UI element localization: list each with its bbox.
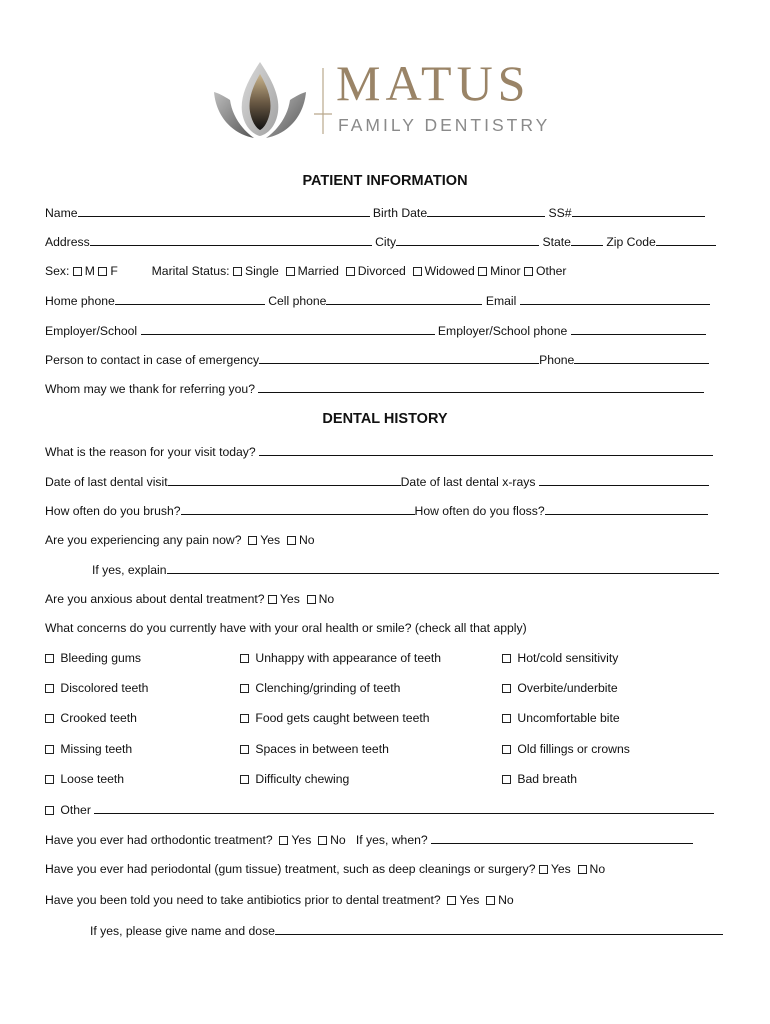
concern-old-fillings[interactable]: Old fillings or crowns bbox=[502, 743, 630, 755]
dental-history-heading: DENTAL HISTORY bbox=[322, 411, 448, 427]
state-field[interactable] bbox=[571, 235, 603, 246]
city-field[interactable] bbox=[396, 235, 539, 246]
concern-checkbox[interactable] bbox=[502, 714, 511, 723]
anxious-yes-checkbox[interactable] bbox=[268, 595, 277, 604]
brand-subtitle: FAMILY DENTISTRY bbox=[338, 115, 551, 135]
last-visit-row: Date of last dental visit Date of last dental x-rays bbox=[45, 475, 709, 488]
antibiotics-no-checkbox[interactable] bbox=[486, 896, 495, 905]
emergency-contact-field[interactable] bbox=[259, 353, 539, 364]
pain-yes-checkbox[interactable] bbox=[248, 536, 257, 545]
ss-field[interactable] bbox=[572, 206, 705, 217]
home-phone-field[interactable] bbox=[115, 294, 265, 305]
other-row: Other bbox=[45, 803, 714, 816]
concern-unhappy-appearance[interactable]: Unhappy with appearance of teeth bbox=[240, 652, 441, 664]
concern-checkbox[interactable] bbox=[45, 714, 54, 723]
concern-overbite[interactable]: Overbite/underbite bbox=[502, 682, 618, 694]
ortho-no-checkbox[interactable] bbox=[318, 836, 327, 845]
name-field[interactable] bbox=[78, 206, 370, 217]
perio-row: Have you ever had periodontal (gum tissue) treatment, such as deep cleanings or surgery? Yes No bbox=[45, 862, 606, 876]
reason-row: What is the reason for your visit today? bbox=[45, 445, 713, 458]
concern-difficulty-chewing[interactable]: Difficulty chewing bbox=[240, 773, 349, 785]
concern-checkbox[interactable] bbox=[502, 745, 511, 754]
birth-date-field[interactable] bbox=[427, 206, 545, 217]
marital-single-checkbox[interactable] bbox=[233, 267, 242, 276]
patient-info-heading: PATIENT INFORMATION bbox=[302, 173, 468, 189]
sex-f-checkbox[interactable] bbox=[98, 267, 107, 276]
concern-checkbox[interactable] bbox=[502, 654, 511, 663]
floss-field[interactable] bbox=[545, 504, 708, 515]
explain-row: If yes, explain bbox=[92, 563, 719, 576]
email-field[interactable] bbox=[520, 294, 710, 305]
marital-divorced-checkbox[interactable] bbox=[346, 267, 355, 276]
concern-bad-breath[interactable]: Bad breath bbox=[502, 773, 577, 785]
concern-checkbox[interactable] bbox=[240, 745, 249, 754]
sex-m-checkbox[interactable] bbox=[73, 267, 82, 276]
concern-food-caught[interactable]: Food gets caught between teeth bbox=[240, 712, 430, 724]
perio-no-checkbox[interactable] bbox=[578, 865, 587, 874]
concern-checkbox[interactable] bbox=[240, 684, 249, 693]
marital-minor-checkbox[interactable] bbox=[478, 267, 487, 276]
concern-checkbox[interactable] bbox=[240, 775, 249, 784]
reason-field[interactable] bbox=[259, 445, 713, 456]
concern-checkbox[interactable] bbox=[240, 654, 249, 663]
marital-other-checkbox[interactable] bbox=[524, 267, 533, 276]
ortho-row: Have you ever had orthodontic treatment? Yes No If yes, when? bbox=[45, 833, 693, 846]
cell-phone-field[interactable] bbox=[326, 294, 482, 305]
concern-clenching[interactable]: Clenching/grinding of teeth bbox=[240, 682, 400, 694]
marital-widowed-checkbox[interactable] bbox=[413, 267, 422, 276]
antibiotics-name-field[interactable] bbox=[275, 924, 723, 935]
ortho-yes-checkbox[interactable] bbox=[279, 836, 288, 845]
concern-spaces[interactable]: Spaces in between teeth bbox=[240, 743, 389, 755]
brush-floss-row: How often do you brush? How often do you floss? bbox=[45, 504, 708, 517]
sex-marital-row: Sex: M F Marital Status: Single Married Divorced Widowed Minor Other bbox=[45, 264, 567, 278]
emergency-row: Person to contact in case of emergency Phone bbox=[45, 353, 709, 366]
concern-checkbox[interactable] bbox=[502, 775, 511, 784]
brand-name: MATUS bbox=[336, 55, 531, 111]
employer-phone-field[interactable] bbox=[571, 324, 706, 335]
explain-field[interactable] bbox=[167, 563, 719, 574]
concern-checkbox[interactable] bbox=[45, 684, 54, 693]
antibiotics-yes-checkbox[interactable] bbox=[447, 896, 456, 905]
antibiotics-row: Have you been told you need to take antibiotics prior to dental treatment? Yes No bbox=[45, 893, 514, 907]
concern-checkbox[interactable] bbox=[45, 654, 54, 663]
concerns-question: What concerns do you currently have with your oral health or smile? (check all that apply) bbox=[45, 621, 527, 635]
other-field[interactable] bbox=[94, 803, 714, 814]
anxious-row: Are you anxious about dental treatment? Yes No bbox=[45, 592, 335, 606]
antibiotics-name-row: If yes, please give name and dose bbox=[90, 924, 723, 937]
employer-field[interactable] bbox=[141, 324, 435, 335]
concern-checkbox[interactable] bbox=[45, 775, 54, 784]
name-row: Name Birth Date SS# bbox=[45, 206, 705, 219]
ortho-when-field[interactable] bbox=[431, 833, 693, 844]
employer-row: Employer/School Employer/School phone bbox=[45, 324, 706, 337]
concern-hot-cold[interactable]: Hot/cold sensitivity bbox=[502, 652, 618, 664]
concern-crooked-teeth[interactable]: Crooked teeth bbox=[45, 712, 137, 724]
concern-bleeding-gums[interactable]: Bleeding gums bbox=[45, 652, 141, 664]
concern-other-checkbox[interactable] bbox=[45, 806, 54, 815]
brush-field[interactable] bbox=[181, 504, 415, 515]
phone-row: Home phone Cell phone Email bbox=[45, 294, 710, 307]
referral-row: Whom may we thank for referring you? bbox=[45, 382, 704, 395]
concern-missing-teeth[interactable]: Missing teeth bbox=[45, 743, 132, 755]
pain-no-checkbox[interactable] bbox=[287, 536, 296, 545]
concern-checkbox[interactable] bbox=[45, 745, 54, 754]
perio-yes-checkbox[interactable] bbox=[539, 865, 548, 874]
concern-checkbox[interactable] bbox=[240, 714, 249, 723]
address-field[interactable] bbox=[90, 235, 372, 246]
last-xray-field[interactable] bbox=[539, 475, 709, 486]
emergency-phone-field[interactable] bbox=[574, 353, 709, 364]
zip-field[interactable] bbox=[656, 235, 716, 246]
pain-row: Are you experiencing any pain now? Yes No bbox=[45, 533, 315, 547]
referral-field[interactable] bbox=[258, 382, 704, 393]
anxious-no-checkbox[interactable] bbox=[307, 595, 316, 604]
concern-checkbox[interactable] bbox=[502, 684, 511, 693]
concern-discolored-teeth[interactable]: Discolored teeth bbox=[45, 682, 148, 694]
address-row: Address City State Zip Code bbox=[45, 235, 716, 248]
last-visit-field[interactable] bbox=[168, 475, 401, 486]
concern-uncomfortable-bite[interactable]: Uncomfortable bite bbox=[502, 712, 620, 724]
marital-married-checkbox[interactable] bbox=[286, 267, 295, 276]
concern-loose-teeth[interactable]: Loose teeth bbox=[45, 773, 124, 785]
